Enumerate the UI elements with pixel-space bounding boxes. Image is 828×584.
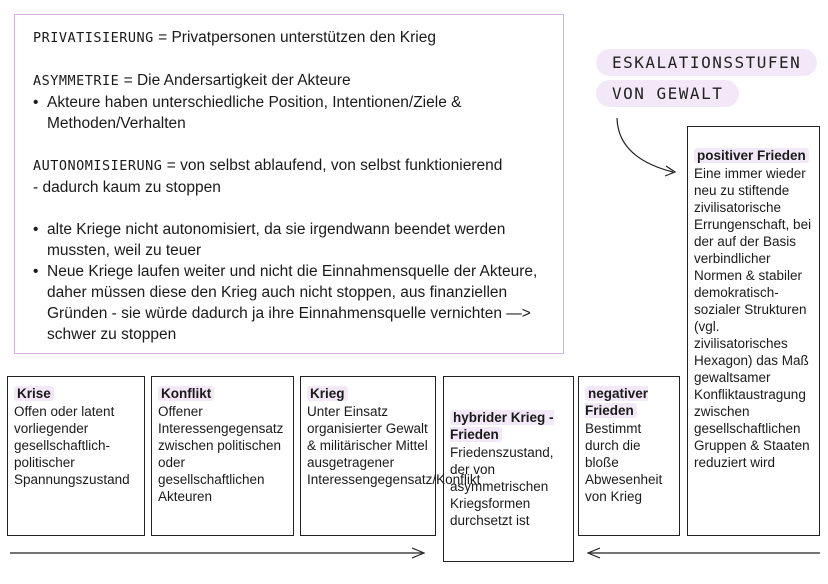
privatisierung-definition: = Privatpersonen unterstützen den Krieg (153, 29, 436, 46)
stage-krieg-title: Krieg (307, 386, 348, 401)
stage-krise-title: Krise (14, 386, 54, 401)
stage-hybrid (443, 376, 574, 562)
stage-hybrid-text: Friedenszustand, der von asymmetrischen Kriegsformen durchsetzt ist (450, 445, 554, 528)
stage-konflikt-title: Konflikt (158, 386, 214, 401)
stage-konflikt (151, 376, 294, 536)
stage-krise (7, 376, 145, 536)
title-line-2: VON GEWALT (596, 80, 739, 107)
privatisierung-term: PRIVATISIERUNG (33, 30, 154, 46)
title-line-1: ESKALATIONSSTUFEN (596, 49, 817, 76)
stage-negativ (578, 376, 680, 536)
stage-krise-text: Offen oder latent vorliegender gesellschaftlich-politischer Spannungszustand (14, 404, 130, 487)
stage-hybrid-title-wrap (450, 409, 567, 443)
stage-konflikt-text: Offener Interessengegensatz zwischen politischen oder gesellschaftlichen Akteuren (158, 404, 284, 504)
bullet-neue-kriege: • Neue Kriege laufen weiter und nicht die Einnahmensquelle der Akteure, daher müssen diese den Krieg auch nicht stoppen, aus finanziellen Gründen - sie würde dadurch ja ihre Einnahmensquelle vernichten —> schwer zu stoppen (33, 261, 563, 345)
stage-negativ-title-wrap (585, 385, 673, 419)
asymmetrie-term: ASYMMETRIE (33, 73, 120, 89)
title-pointer-arrow (617, 118, 673, 172)
stage-positiv-text: Eine immer wieder neu zu stiftende zivilisatorische Errungenschaft, bei der auf der Basis verbindlicher Normen & stabiler demokratisch-sozialer Strukturen (vgl. zivilisatorisches Hexagon) das Maß gewaltsamer Konfliktaustragung zwischen gesellschaftlichen Gruppen & Staaten reduziert wird (694, 166, 812, 470)
asymmetrie-definition: = Die Andersartigkeit der Akteure (119, 72, 351, 89)
autonomisierung-term: AUTONOMISIERUNG (33, 158, 163, 174)
stage-krieg-text: Unter Einsatz organisierter Gewalt & militärischer Mittel ausgetragener Interessengegensatz/Konflikt (307, 404, 481, 487)
stage-positiv-title: positiver Frieden (694, 148, 809, 163)
autonomisierung-sub: - dadurch kaum zu stoppen (33, 179, 221, 196)
stage-krieg (300, 376, 481, 536)
stage-negativ-text: Bestimmt durch die bloße Abwesenheit von Krieg (585, 421, 663, 504)
stage-negativ-title: negativer Frieden (585, 386, 649, 418)
stage-hybrid-title: hybrider Krieg - Frieden (450, 410, 554, 442)
autonomisierung-definition: = von selbst ablaufend, von selbst funktionierend (162, 157, 503, 174)
bullet-alte-kriege: • alte Kriege nicht autonomisiert, da sie irgendwann beendet werden mussten, weil zu teuer (33, 219, 563, 261)
stage-positiv (687, 126, 820, 536)
asymmetrie-bullet: • Akteure haben unterschiedliche Position, Intentionen/Ziele & Methoden/Verhalten (33, 92, 563, 134)
